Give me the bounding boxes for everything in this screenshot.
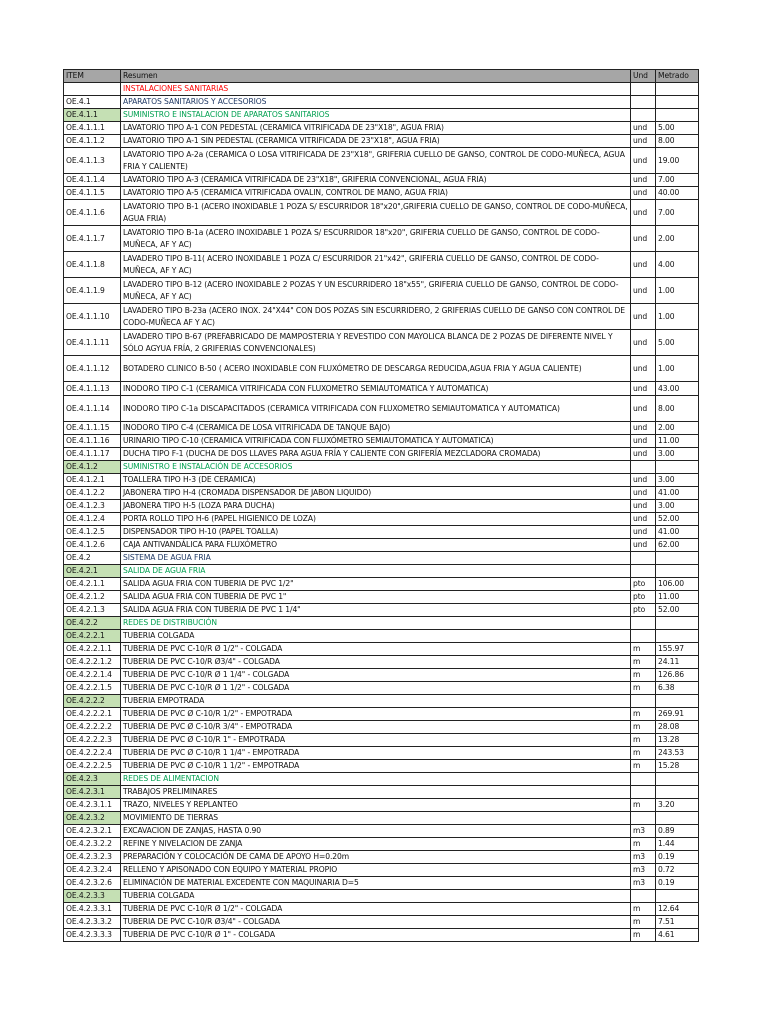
table-row (64, 630, 699, 643)
table-row (64, 396, 699, 422)
table-body (64, 70, 699, 942)
cell-metrado[interactable]: 43.00 (656, 382, 699, 396)
table-row (64, 435, 699, 448)
cell-resumen[interactable]: SALIDA AGUA FRIA CON TUBERIA DE PVC 1" (121, 591, 631, 604)
table-row (64, 708, 699, 721)
cell-metrado[interactable]: 7.00 (656, 200, 699, 226)
cell-und[interactable]: und (631, 174, 656, 187)
cell-resumen[interactable]: LAVATORIO TIPO A-3 (CERAMICA VITRIFICADA DE 23"X18", GRIFERIA CONVENCIONAL, AGUA FRIA) (121, 174, 631, 187)
table-row (64, 487, 699, 500)
table-row (64, 643, 699, 656)
cell-resumen[interactable]: ELIMINACIÓN DE MATERIAL EXCEDENTE CON MAQUINARIA D=5 (121, 877, 631, 890)
cell-metrado[interactable]: 1.00 (656, 356, 699, 382)
cell-metrado[interactable]: 126.86 (656, 669, 699, 682)
cell-und[interactable] (631, 773, 656, 786)
cell-metrado[interactable]: 1.00 (656, 304, 699, 330)
cell-item[interactable]: OE.4.2.3.1.1 (64, 799, 121, 812)
cell-und[interactable]: pto (631, 591, 656, 604)
cell-item[interactable]: OE.4.1 (64, 96, 121, 109)
cell-item[interactable]: OE.4.1.1.15 (64, 422, 121, 435)
cell-und[interactable]: pto (631, 578, 656, 591)
table-row (64, 747, 699, 760)
cell-metrado[interactable] (656, 695, 699, 708)
cell-und[interactable]: und (631, 435, 656, 448)
cell-item[interactable]: OE.4.1.1.8 (64, 252, 121, 278)
cell-item[interactable]: OE.4.2.1.3 (64, 604, 121, 617)
cell-und[interactable]: pto (631, 604, 656, 617)
cell-metrado[interactable] (656, 890, 699, 903)
cell-metrado[interactable]: 0.72 (656, 864, 699, 877)
cell-und[interactable]: und (631, 135, 656, 148)
cell-und[interactable]: m (631, 929, 656, 942)
cell-metrado[interactable]: 2.00 (656, 422, 699, 435)
cell-item[interactable]: OE.4.2.3.2.3 (64, 851, 121, 864)
cell-resumen[interactable]: INODORO TIPO C-1a DISCAPACITADOS (CERAMICA VITRIFICADA CON FLUXOMETRO SEMIAUTOMATICA Y AUTOMATICA) (121, 396, 631, 422)
cell-und[interactable]: m3 (631, 864, 656, 877)
cell-und[interactable]: und (631, 513, 656, 526)
cell-resumen[interactable]: REDES DE ALIMENTACION (121, 773, 631, 786)
cell-item[interactable]: OE.4.1.1.5 (64, 187, 121, 200)
cell-metrado[interactable] (656, 565, 699, 578)
cell-und[interactable]: und (631, 487, 656, 500)
cell-resumen[interactable]: LAVATORIO TIPO B-1a (ACERO INOXIDABLE 1 POZA S/ ESCURRIDOR 18"x20", GRIFERIA CUELLO DE GANSO, CONTROL DE CODO-MUÑECA, AF Y AC) (121, 226, 631, 252)
table-row (64, 838, 699, 851)
table-row (64, 448, 699, 461)
cell-resumen[interactable]: TUBERIA DE PVC Ø C-10/R 3/4" - EMPOTRADA (121, 721, 631, 734)
cell-resumen[interactable]: TUBERIA DE PVC C-10/R Ø 1 1/4" - COLGADA (121, 669, 631, 682)
cell-resumen[interactable]: SALIDA AGUA FRIA CON TUBERIA DE PVC 1 1/4" (121, 604, 631, 617)
cell-und[interactable]: und (631, 526, 656, 539)
cell-item[interactable]: OE.4.1.1.6 (64, 200, 121, 226)
cell-metrado[interactable]: 52.00 (656, 604, 699, 617)
cell-metrado[interactable] (656, 461, 699, 474)
cell-item[interactable]: OE.4.1.1.14 (64, 396, 121, 422)
cell-metrado[interactable]: 41.00 (656, 487, 699, 500)
cell-resumen[interactable]: INODORO TIPO C-1 (CERAMICA VITRIFICADA CON FLUXOMETRO SEMIAUTOMATICA Y AUTOMATICA) (121, 382, 631, 396)
table-row (64, 669, 699, 682)
table-row (64, 500, 699, 513)
table-row (64, 721, 699, 734)
table-row (64, 109, 699, 122)
cell-resumen[interactable]: PREPARACIÓN Y COLOCACIÓN DE CAMA DE APOYO H=0.20m (121, 851, 631, 864)
cell-resumen[interactable]: LAVATORIO TIPO A-2a (CERAMICA O LOSA VITRIFICADA DE 23"X18", GRIFERIA CUELLO DE GANSO, CONTROL DE CODO-MUÑECA, AGUA FRIA Y CALIENTE) (121, 148, 631, 174)
cell-item[interactable]: OE.4.1.2.1 (64, 474, 121, 487)
cell-item[interactable]: OE.4.1.2.3 (64, 500, 121, 513)
cell-item[interactable]: OE.4.1.1.16 (64, 435, 121, 448)
cell-metrado[interactable] (656, 786, 699, 799)
cell-item[interactable]: OE.4.1.1.12 (64, 356, 121, 382)
cell-metrado[interactable]: 7.00 (656, 174, 699, 187)
table-row (64, 252, 699, 278)
cell-resumen[interactable]: LAVATORIO TIPO A-5 (CERAMICA VITRIFICADA OVALIN, CONTROL DE MANO, AGUA FRIA) (121, 187, 631, 200)
cell-metrado[interactable]: 12.64 (656, 903, 699, 916)
cell-resumen[interactable]: JABONERA TIPO H-5 (LOZA PARA DUCHA) (121, 500, 631, 513)
table-row (64, 591, 699, 604)
cell-metrado[interactable]: 8.00 (656, 396, 699, 422)
cell-item[interactable]: OE.4.1.1.11 (64, 330, 121, 356)
table-row (64, 356, 699, 382)
cell-resumen[interactable]: INSTALACIONES SANITARIAS (121, 83, 631, 96)
cell-metrado[interactable] (656, 96, 699, 109)
cell-resumen[interactable]: TUBERIA COLGADA (121, 890, 631, 903)
cell-und[interactable]: m (631, 643, 656, 656)
cell-item[interactable]: OE.4.1.1.7 (64, 226, 121, 252)
cell-item[interactable]: OE.4.2.3.1 (64, 786, 121, 799)
cell-und[interactable]: m (631, 760, 656, 773)
table-row (64, 187, 699, 200)
header-item[interactable]: ITEM (64, 70, 121, 83)
cell-resumen[interactable]: TUBERIA DE PVC C-10/R Ø3/4" - COLGADA (121, 656, 631, 669)
cell-metrado[interactable]: 2.00 (656, 226, 699, 252)
cell-resumen[interactable]: INODORO TIPO C-4 (CERAMICA DE LOSA VITRIFICADA DE TANQUE BAJO) (121, 422, 631, 435)
table-row (64, 552, 699, 565)
table-row (64, 226, 699, 252)
cell-item[interactable]: OE.4.2.1.1 (64, 578, 121, 591)
cell-resumen[interactable]: TRAZO, NIVELES Y REPLANTEO (121, 799, 631, 812)
cell-item[interactable]: OE.4.2.1 (64, 565, 121, 578)
cell-resumen[interactable]: SUMINISTRO E INSTALACIÓN DE ACCESORIOS (121, 461, 631, 474)
cell-und[interactable]: und (631, 252, 656, 278)
cell-item[interactable]: OE.4.1.1.3 (64, 148, 121, 174)
cell-item[interactable]: OE.4.2.3.2.2 (64, 838, 121, 851)
cell-und[interactable] (631, 812, 656, 825)
cell-resumen[interactable]: DISPENSADOR TIPO H-10 (PAPEL TOALLA) (121, 526, 631, 539)
cell-metrado[interactable]: 24.11 (656, 656, 699, 669)
cell-resumen[interactable]: LAVADERO TIPO B-23a (ACERO INOX. 24"X44" CON DOS POZAS SIN ESCURRIDERO, 2 GRIFERIAS CUELLO DE GANSO CON CONTROL DE CODO-MUÑECA AF Y AC) (121, 304, 631, 330)
cell-metrado[interactable]: 19.00 (656, 148, 699, 174)
cell-und[interactable]: m (631, 747, 656, 760)
cell-metrado[interactable]: 3.00 (656, 500, 699, 513)
cell-und[interactable]: m (631, 669, 656, 682)
table-row (64, 825, 699, 838)
cell-item[interactable]: OE.4.1.1.4 (64, 174, 121, 187)
cell-resumen[interactable]: TUBERIA DE PVC C-10/R Ø 1/2" - COLGADA (121, 643, 631, 656)
cell-und[interactable]: und (631, 187, 656, 200)
header-und[interactable]: Und (631, 70, 656, 83)
cell-item[interactable]: OE.4.1.2.6 (64, 539, 121, 552)
cell-resumen[interactable]: RELLENO Y APISONADO CON EQUIPO Y MATERIAL PROPIO (121, 864, 631, 877)
cell-item[interactable]: OE.4.2.2.1.2 (64, 656, 121, 669)
cell-metrado[interactable]: 13.28 (656, 734, 699, 747)
cell-metrado[interactable] (656, 552, 699, 565)
cell-und[interactable] (631, 630, 656, 643)
table-row (64, 578, 699, 591)
cell-und[interactable]: und (631, 382, 656, 396)
cell-resumen[interactable]: LAVATORIO TIPO B-1 (ACERO INOXIDABLE 1 POZA S/ ESCURRIDOR 18"x20",GRIFERIA CUELLO DE GANSO, CONTROL DE CODO-MUÑECA, AGUA FRIA) (121, 200, 631, 226)
cell-und[interactable]: und (631, 200, 656, 226)
cell-item[interactable]: OE.4.2.3.2.6 (64, 877, 121, 890)
cell-metrado[interactable] (656, 617, 699, 630)
table-row (64, 682, 699, 695)
cell-item[interactable]: OE.4.2.3.3.1 (64, 903, 121, 916)
cell-item[interactable]: OE.4.1.1.10 (64, 304, 121, 330)
cell-und[interactable] (631, 617, 656, 630)
cell-und[interactable] (631, 786, 656, 799)
cell-metrado[interactable]: 3.20 (656, 799, 699, 812)
cell-resumen[interactable]: PORTA ROLLO TIPO H-6 (PAPEL HIGIENICO DE LOZA) (121, 513, 631, 526)
cell-item[interactable]: OE.4.1.1.2 (64, 135, 121, 148)
cell-resumen[interactable]: URINARIO TIPO C-10 (CERAMICA VITRIFICADA CON FLUXÓMETRO SEMIAUTOMATICA Y AUTOMATICA) (121, 435, 631, 448)
cell-metrado[interactable]: 5.00 (656, 330, 699, 356)
cell-und[interactable]: m (631, 708, 656, 721)
cell-und[interactable]: und (631, 226, 656, 252)
cell-resumen[interactable]: REDES DE DISTRIBUCIÓN (121, 617, 631, 630)
table-row (64, 695, 699, 708)
cell-item[interactable]: OE.4.2 (64, 552, 121, 565)
cell-resumen[interactable]: TRABAJOS PRELIMINARES (121, 786, 631, 799)
cell-resumen[interactable]: TUBERIA DE PVC C-10/R Ø 1" - COLGADA (121, 929, 631, 942)
cell-metrado[interactable]: 1.00 (656, 278, 699, 304)
cell-item[interactable] (64, 83, 121, 96)
cell-resumen[interactable]: REFINE Y NIVELACION DE ZANJA (121, 838, 631, 851)
cell-resumen[interactable]: CAJA ANTIVANDÁLICA PARA FLUXÓMETRO (121, 539, 631, 552)
cell-resumen[interactable]: DUCHA TIPO F-1 (DUCHA DE DOS LLAVES PARA AGUA FRÍA Y CALIENTE CON GRIFERÍA MEZCLADORA CROMADA) (121, 448, 631, 461)
table-row (64, 656, 699, 669)
cell-item[interactable]: OE.4.2.3.3 (64, 890, 121, 903)
table-row (64, 929, 699, 942)
cell-und[interactable]: und (631, 396, 656, 422)
cell-und[interactable]: und (631, 539, 656, 552)
cell-resumen[interactable]: SALIDA AGUA FRIA CON TUBERIA DE PVC 1/2" (121, 578, 631, 591)
cell-resumen[interactable]: LAVADERO TIPO B-11( ACERO INOXIDABLE 1 POZA C/ ESCURRIDOR 21"x42", GRIFERIA CUELLO DE GANSO, CONTROL DE CODO-MUÑECA, AF Y AC) (121, 252, 631, 278)
table-row (64, 200, 699, 226)
cell-item[interactable]: OE.4.2.3.3.2 (64, 916, 121, 929)
cell-item[interactable]: OE.4.1.1.17 (64, 448, 121, 461)
cell-item[interactable]: OE.4.2.3.2 (64, 812, 121, 825)
table-row (64, 877, 699, 890)
cell-und[interactable]: und (631, 278, 656, 304)
table-row (64, 760, 699, 773)
budget-table (63, 69, 699, 942)
cell-item[interactable]: OE.4.2.2.2.1 (64, 708, 121, 721)
cell-item[interactable]: OE.4.2.2.1.5 (64, 682, 121, 695)
table-row (64, 799, 699, 812)
cell-resumen[interactable]: SISTEMA DE AGUA FRIA (121, 552, 631, 565)
cell-resumen[interactable]: SALIDA DE AGUA FRIA (121, 565, 631, 578)
cell-metrado[interactable]: 11.00 (656, 591, 699, 604)
cell-item[interactable]: OE.4.1.1.1 (64, 122, 121, 135)
cell-metrado[interactable] (656, 630, 699, 643)
cell-item[interactable]: OE.4.1.1 (64, 109, 121, 122)
table-row (64, 135, 699, 148)
table-row (64, 903, 699, 916)
cell-resumen[interactable]: TUBERIA COLGADA (121, 630, 631, 643)
cell-item[interactable]: OE.4.2.2.2.5 (64, 760, 121, 773)
table-row (64, 148, 699, 174)
cell-metrado[interactable]: 0.19 (656, 851, 699, 864)
cell-item[interactable]: OE.4.2.3 (64, 773, 121, 786)
table-row (64, 812, 699, 825)
cell-item[interactable]: OE.4.1.2.5 (64, 526, 121, 539)
cell-und[interactable]: m (631, 838, 656, 851)
cell-und[interactable]: und (631, 422, 656, 435)
cell-metrado[interactable]: 41.00 (656, 526, 699, 539)
cell-resumen[interactable]: TUBERIA EMPOTRADA (121, 695, 631, 708)
cell-metrado[interactable]: 11.00 (656, 435, 699, 448)
cell-und[interactable]: m3 (631, 851, 656, 864)
cell-metrado[interactable]: 5.00 (656, 122, 699, 135)
cell-resumen[interactable]: TUBERIA DE PVC C-10/R Ø 1 1/2" - COLGADA (121, 682, 631, 695)
cell-resumen[interactable]: TUBERIA DE PVC Ø C-10/R 1/2" - EMPOTRADA (121, 708, 631, 721)
cell-und[interactable]: m (631, 734, 656, 747)
cell-resumen[interactable]: MOVIMIENTO DE TIERRAS (121, 812, 631, 825)
cell-resumen[interactable]: LAVATORIO TIPO A-1 SIN PEDESTAL (CERAMICA VITRIFICADA DE 23"X18", AGUA FRIA) (121, 135, 631, 148)
cell-item[interactable]: OE.4.2.2.2.4 (64, 747, 121, 760)
table-row (64, 851, 699, 864)
table-row (64, 565, 699, 578)
table-row (64, 513, 699, 526)
cell-und[interactable]: m (631, 903, 656, 916)
cell-item[interactable]: OE.4.2.1.2 (64, 591, 121, 604)
cell-und[interactable]: m (631, 721, 656, 734)
cell-metrado[interactable]: 243.53 (656, 747, 699, 760)
cell-item[interactable]: OE.4.2.2.1 (64, 630, 121, 643)
cell-resumen[interactable]: TOALLERA TIPO H-3 (DE CERAMICA) (121, 474, 631, 487)
table-row (64, 786, 699, 799)
cell-metrado[interactable]: 52.00 (656, 513, 699, 526)
cell-item[interactable]: OE.4.1.2.4 (64, 513, 121, 526)
cell-metrado[interactable] (656, 812, 699, 825)
cell-item[interactable]: OE.4.2.3.2.1 (64, 825, 121, 838)
cell-und[interactable]: m3 (631, 825, 656, 838)
cell-metrado[interactable]: 4.00 (656, 252, 699, 278)
cell-metrado[interactable]: 155.97 (656, 643, 699, 656)
cell-und[interactable] (631, 552, 656, 565)
cell-metrado[interactable]: 40.00 (656, 187, 699, 200)
cell-resumen[interactable]: TUBERIA DE PVC C-10/R Ø3/4" - COLGADA (121, 916, 631, 929)
table-row (64, 526, 699, 539)
table-row (64, 122, 699, 135)
cell-resumen[interactable]: APARATOS SANITARIOS Y ACCESORIOS (121, 96, 631, 109)
cell-und[interactable] (631, 83, 656, 96)
cell-metrado[interactable]: 1.44 (656, 838, 699, 851)
cell-resumen[interactable]: JABONERA TIPO H-4 (CROMADA DISPENSADOR DE JABON LIQUIDO) (121, 487, 631, 500)
cell-resumen[interactable]: TUBERIA DE PVC Ø C-10/R 1 1/4" - EMPOTRADA (121, 747, 631, 760)
cell-item[interactable]: OE.4.2.2 (64, 617, 121, 630)
cell-metrado[interactable]: 0.89 (656, 825, 699, 838)
cell-item[interactable]: OE.4.1.2 (64, 461, 121, 474)
cell-metrado[interactable]: 28.08 (656, 721, 699, 734)
table-row (64, 461, 699, 474)
cell-und[interactable] (631, 565, 656, 578)
table-row (64, 617, 699, 630)
table-row (64, 304, 699, 330)
cell-und[interactable] (631, 695, 656, 708)
cell-item[interactable]: OE.4.2.2.1.4 (64, 669, 121, 682)
table-row (64, 916, 699, 929)
cell-metrado[interactable]: 15.28 (656, 760, 699, 773)
cell-und[interactable]: m (631, 682, 656, 695)
table-row (64, 330, 699, 356)
cell-metrado[interactable] (656, 773, 699, 786)
cell-resumen[interactable]: TUBERIA DE PVC Ø C-10/R 1 1/2" - EMPOTRADA (121, 760, 631, 773)
cell-metrado[interactable]: 6.38 (656, 682, 699, 695)
cell-metrado[interactable]: 7.51 (656, 916, 699, 929)
cell-und[interactable]: und (631, 122, 656, 135)
cell-metrado[interactable]: 62.00 (656, 539, 699, 552)
table-row (64, 278, 699, 304)
table-row (64, 864, 699, 877)
header-metrado[interactable]: Metrado (656, 70, 699, 83)
cell-und[interactable]: und (631, 148, 656, 174)
cell-und[interactable]: und (631, 448, 656, 461)
cell-und[interactable] (631, 890, 656, 903)
table-row (64, 83, 699, 96)
table-row (64, 890, 699, 903)
cell-und[interactable] (631, 109, 656, 122)
cell-metrado[interactable]: 3.00 (656, 448, 699, 461)
cell-metrado[interactable] (656, 83, 699, 96)
cell-und[interactable]: und (631, 500, 656, 513)
cell-resumen[interactable]: SUMINISTRO E INSTALACION DE APARATOS SANITARIOS (121, 109, 631, 122)
cell-metrado[interactable]: 0.19 (656, 877, 699, 890)
cell-resumen[interactable]: TUBERIA DE PVC Ø C-10/R 1" - EMPOTRADA (121, 734, 631, 747)
cell-und[interactable]: und (631, 474, 656, 487)
cell-und[interactable]: m (631, 799, 656, 812)
cell-und[interactable]: und (631, 304, 656, 330)
table-row (64, 96, 699, 109)
cell-resumen[interactable]: LAVADERO TIPO B-12 (ACERO INOXIDABLE 2 POZAS Y UN ESCURRIDERO 18"x55", GRIFERIA CUELLO DE GANSO, CONTROL DE CODO-MUÑECA, AF Y AC) (121, 278, 631, 304)
cell-item[interactable]: OE.4.2.2.2.3 (64, 734, 121, 747)
table-row (64, 773, 699, 786)
cell-und[interactable]: m3 (631, 877, 656, 890)
header-row (64, 70, 699, 83)
cell-item[interactable]: OE.4.2.2.2.2 (64, 721, 121, 734)
cell-item[interactable]: OE.4.2.2.1.1 (64, 643, 121, 656)
cell-item[interactable]: OE.4.2.3.3.3 (64, 929, 121, 942)
cell-metrado[interactable]: 269.91 (656, 708, 699, 721)
cell-metrado[interactable]: 8.00 (656, 135, 699, 148)
cell-und[interactable]: m (631, 916, 656, 929)
cell-und[interactable]: und (631, 330, 656, 356)
table-row (64, 539, 699, 552)
cell-und[interactable]: und (631, 356, 656, 382)
cell-und[interactable]: m (631, 656, 656, 669)
cell-item[interactable]: OE.4.1.2.2 (64, 487, 121, 500)
cell-resumen[interactable]: LAVATORIO TIPO A-1 CON PEDESTAL (CERAMICA VITRIFICADA DE 23"X18", AGUA FRIA) (121, 122, 631, 135)
cell-resumen[interactable]: EXCAVACION DE ZANJAS, HASTA 0.90 (121, 825, 631, 838)
header-resumen[interactable]: Resumen (121, 70, 631, 83)
table-row (64, 734, 699, 747)
cell-item[interactable]: OE.4.1.1.9 (64, 278, 121, 304)
cell-und[interactable] (631, 96, 656, 109)
cell-resumen[interactable]: LAVADERO TIPO B-67 (PREFABRICADO DE MAMPOSTERIA Y REVESTIDO CON MAYOLICA BLANCA DE 2 POZAS DE DIFERENTE NIVEL Y SÓLO AGYUA FRÍA, 2 GRIFERIAS CONVENCIONALES) (121, 330, 631, 356)
cell-item[interactable]: OE.4.2.2.2 (64, 695, 121, 708)
cell-resumen[interactable]: TUBERIA DE PVC C-10/R Ø 1/2" - COLGADA (121, 903, 631, 916)
cell-metrado[interactable] (656, 109, 699, 122)
cell-item[interactable]: OE.4.1.1.13 (64, 382, 121, 396)
cell-metrado[interactable]: 4.61 (656, 929, 699, 942)
table-row (64, 174, 699, 187)
table-row (64, 422, 699, 435)
table-row (64, 604, 699, 617)
cell-und[interactable] (631, 461, 656, 474)
table-row (64, 382, 699, 396)
cell-resumen[interactable]: BOTADERO CLINICO B-50 ( ACERO INOXIDABLE CON FLUXÓMETRO DE DESCARGA REDUCIDA,AGUA FRIA Y AGUA CALIENTE) (121, 356, 631, 382)
table-row (64, 474, 699, 487)
cell-metrado[interactable]: 3.00 (656, 474, 699, 487)
cell-item[interactable]: OE.4.2.3.2.4 (64, 864, 121, 877)
cell-metrado[interactable]: 106.00 (656, 578, 699, 591)
